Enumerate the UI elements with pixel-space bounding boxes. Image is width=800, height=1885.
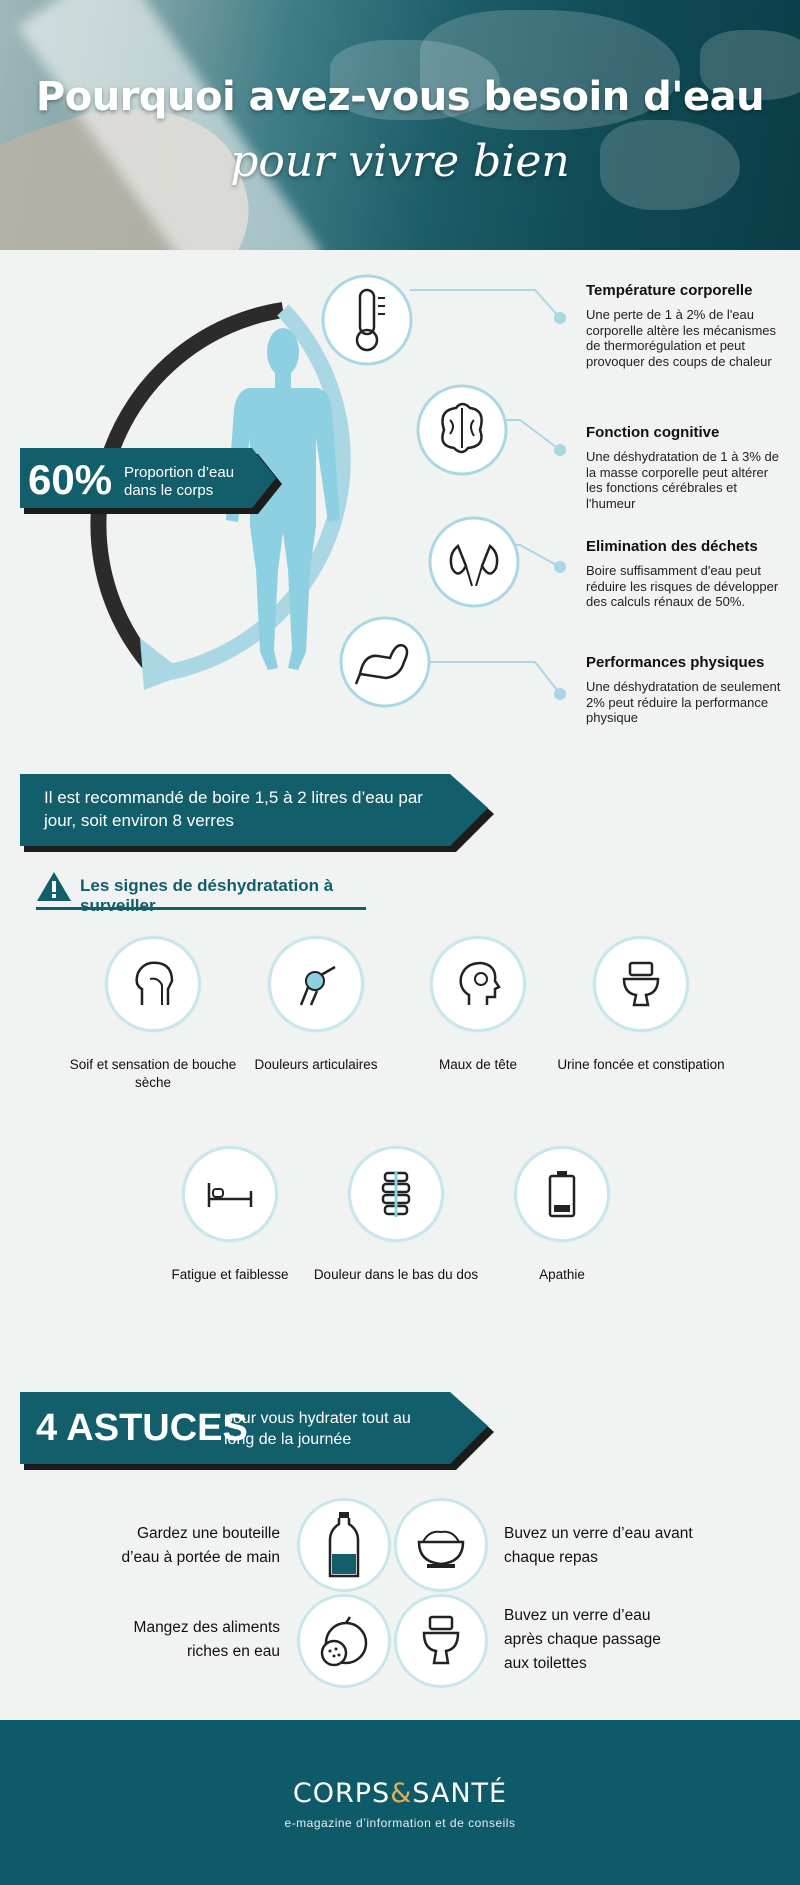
benefit-waste xyxy=(586,538,786,610)
body-water-diagram xyxy=(0,270,800,740)
tip-text: Mangez des aliments riches en eau xyxy=(133,1619,280,1660)
benefit-physical xyxy=(586,654,786,726)
kidneys-icon xyxy=(430,518,518,606)
brand-left: CORPS xyxy=(292,1778,391,1809)
signs-heading xyxy=(36,866,366,915)
tips-banner xyxy=(20,1392,494,1470)
sign-label: Douleur dans le bas du dos xyxy=(313,1267,479,1282)
header-banner xyxy=(0,0,800,250)
toilet-icon xyxy=(593,936,689,1032)
low-battery-icon xyxy=(514,1146,610,1242)
sign-urine xyxy=(551,936,731,1074)
page-subtitle: pour vivre bien xyxy=(230,136,570,187)
signs-heading-text: Les signes de déshydratation à surveiller xyxy=(80,876,334,915)
sign-label: Soif et sensation de bouche sèche xyxy=(69,1057,237,1090)
tips-count: 4 ASTUCES xyxy=(36,1407,248,1449)
brand-tagline: e-magazine d’information et de conseils xyxy=(284,1816,516,1830)
recommendation-text: Il est recommandé de boire 1,5 à 2 litres d’eau par jour, soit environ 8 verres xyxy=(44,788,423,830)
sign-back-pain xyxy=(306,1146,486,1284)
tip-text: Gardez une bouteille d’eau à portée de main xyxy=(121,1525,280,1566)
bowl-icon xyxy=(394,1498,488,1592)
benefit-text: Boire suffisamment d'eau peut réduire les risques de développer des calculs rénaux de 50%. xyxy=(586,563,779,609)
brand-ampersand: & xyxy=(390,1778,413,1809)
benefit-title: Performances physiques xyxy=(586,654,765,671)
sign-joints xyxy=(226,936,406,1074)
water-percentage: 60% xyxy=(28,456,113,503)
benefit-title: Température corporelle xyxy=(586,282,753,299)
benefit-text: Une déshydratation de 1 à 3% de la masse corporelle peut altérer les fonctions cérébrales et l'humeur xyxy=(586,449,779,511)
benefit-text: Une déshydratation de seulement 2% peut réduire la performance physique xyxy=(586,679,781,725)
brand-right: SANTÉ xyxy=(412,1778,508,1809)
benefit-title: Elimination des déchets xyxy=(586,538,758,555)
brain-icon xyxy=(418,386,506,474)
fruit-icon xyxy=(297,1594,391,1688)
benefit-title: Fonction cognitive xyxy=(586,424,720,441)
sign-thirst xyxy=(63,936,243,1092)
warning-icon xyxy=(36,870,72,902)
bed-icon xyxy=(182,1146,278,1242)
brand-logo xyxy=(0,1778,800,1809)
knee-joint-icon xyxy=(268,936,364,1032)
sign-label: Maux de tête xyxy=(438,1057,518,1072)
sign-label: Apathie xyxy=(539,1267,585,1282)
spine-icon xyxy=(348,1146,444,1242)
sign-label: Urine foncée et constipation xyxy=(557,1057,725,1072)
footer xyxy=(0,1720,800,1885)
water-percentage-banner xyxy=(20,448,282,514)
sign-label: Fatigue et faiblesse xyxy=(171,1267,289,1282)
tips-subtitle: pour vous hydrater tout au long de la journée xyxy=(224,1410,411,1448)
water-bottle-icon xyxy=(297,1498,391,1592)
sign-apathy xyxy=(472,1146,652,1284)
recommendation-banner xyxy=(20,774,494,852)
benefit-temperature xyxy=(586,282,786,369)
head-icon xyxy=(430,936,526,1032)
sign-fatigue xyxy=(140,1146,320,1284)
sign-headache xyxy=(388,936,568,1074)
throat-icon xyxy=(105,936,201,1032)
tip-text: Buvez un verre d’eau avant chaque repas xyxy=(504,1525,693,1566)
benefit-cognitive xyxy=(586,424,786,511)
water-percentage-label: Proportion d’eau dans le corps xyxy=(124,464,235,499)
sign-label: Douleurs articulaires xyxy=(254,1057,378,1072)
benefit-text: Une perte de 1 à 2% de l'eau corporelle altère les mécanismes de thermorégulation et peut provoquer des coups de chaleur xyxy=(586,307,777,369)
flexed-arm-icon xyxy=(341,618,429,706)
thermometer-icon xyxy=(323,276,411,364)
tip-text: Buvez un verre d’eau après chaque passage aux toilettes xyxy=(504,1607,661,1672)
page-title: Pourquoi avez-vous besoin d'eau xyxy=(35,74,765,120)
toilet-icon xyxy=(394,1594,488,1688)
